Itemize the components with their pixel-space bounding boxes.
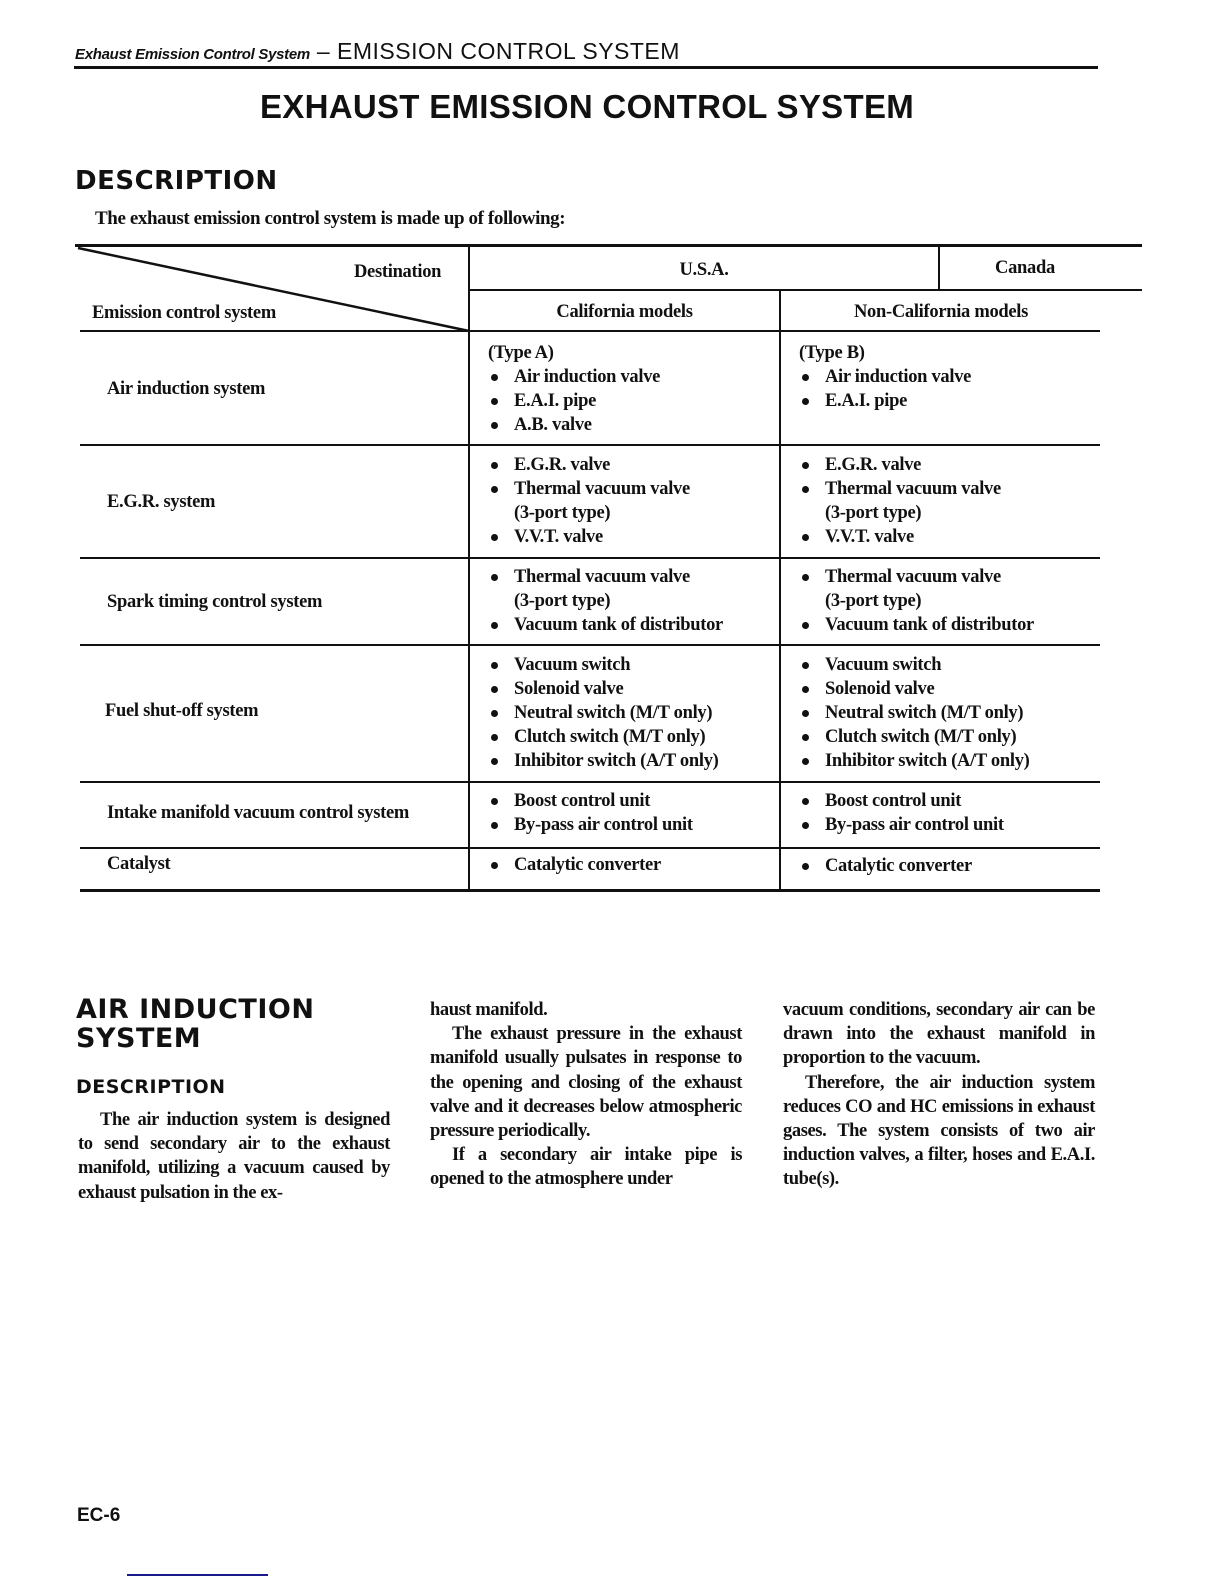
row-divider: [80, 557, 1100, 559]
list-item: Air induction valve: [488, 365, 660, 389]
list-item: Air induction valve: [799, 365, 971, 389]
cal-cell: [488, 653, 719, 773]
corner-system: Emission control system: [92, 303, 276, 323]
paragraph: Therefore, the air induction system reduces CO and HC emissions in exhaust gases. The system consists of two air induction valves, a filter, hoses and E.A.I. tube(s).: [783, 1072, 1095, 1190]
list-item-continued: (3-port type): [514, 591, 611, 611]
list-item: E.A.I. pipe: [799, 389, 971, 413]
text-column-1: [78, 1108, 390, 1205]
row-divider: [80, 644, 1100, 646]
description-heading: DESCRIPTION: [75, 166, 278, 196]
page-title: EXHAUST EMISSION CONTROL SYSTEM: [259, 88, 915, 125]
row-divider: [80, 781, 1100, 783]
header-rule: [74, 66, 1098, 69]
list-item: Catalytic converter: [488, 853, 661, 877]
non-cal-cell: [799, 565, 1034, 637]
list-item: Solenoid valve: [488, 677, 719, 701]
list-item: Clutch switch (M/T only): [799, 725, 1030, 749]
list-item: A.B. valve: [488, 413, 660, 437]
list-item: Clutch switch (M/T only): [488, 725, 719, 749]
running-header-section: Exhaust Emission Control System: [75, 46, 310, 63]
table-bottom-rule: [80, 889, 1100, 892]
running-header-separator: –: [309, 38, 338, 64]
list-item: Catalytic converter: [799, 854, 972, 878]
text-column-3: [783, 998, 1095, 1192]
corner-destination: Destination: [354, 262, 442, 282]
non-cal-cell: [799, 453, 1001, 549]
list-item: Boost control unit: [488, 789, 693, 813]
row-system: Fuel shut-off system: [105, 701, 259, 721]
non-cal-cell: [799, 341, 971, 413]
row-divider: [80, 444, 1100, 446]
header-usa: U.S.A.: [679, 260, 729, 280]
running-header-chapter: EMISSION CONTROL SYSTEM: [337, 38, 680, 64]
list-item: V.V.T. valve: [488, 525, 690, 549]
paragraph: The air induction system is designed to send secondary air to the exhaust manifold, utilizing a vacuum caused by exhaust pulsation in the ex-: [78, 1110, 390, 1203]
list-item: Vacuum switch: [799, 653, 1030, 677]
intro-text: The exhaust emission control system is made up of following:: [95, 208, 566, 229]
air-induction-subheading: DESCRIPTION: [76, 1076, 226, 1098]
list-item: Vacuum switch: [488, 653, 719, 677]
list-item: E.A.I. pipe: [488, 389, 660, 413]
row-system: Air induction system: [107, 379, 266, 399]
type-label: (Type A): [488, 343, 554, 363]
heading-line: AIR INDUCTION: [76, 994, 315, 1025]
list-item-continued: (3-port type): [825, 591, 922, 611]
list-item-continued: (3-port type): [825, 503, 922, 523]
row-divider: [468, 289, 1142, 291]
row-system: Intake manifold vacuum control system: [107, 803, 410, 823]
header-non-california: Non-California models: [853, 302, 1029, 322]
bottom-blue-rule: [127, 1574, 268, 1576]
list-item: Vacuum tank of distributor: [488, 613, 723, 637]
col-divider: [468, 246, 470, 892]
header-canada: Canada: [995, 258, 1055, 278]
list-item: By-pass air control unit: [799, 813, 1004, 837]
non-cal-cell: [799, 854, 972, 878]
list-item: V.V.T. valve: [799, 525, 1001, 549]
paragraph: haust manifold.: [430, 1000, 548, 1020]
cal-cell: [488, 853, 661, 877]
type-label: (Type B): [799, 343, 865, 363]
row-divider: [80, 330, 1100, 332]
row-system: Spark timing control system: [107, 592, 323, 612]
list-item: Neutral switch (M/T only): [488, 701, 719, 725]
non-cal-cell: [799, 789, 1004, 837]
emission-table: [75, 244, 1142, 892]
list-item: Inhibitor switch (A/T only): [799, 749, 1030, 773]
list-item: Thermal vacuum valve: [799, 477, 1001, 501]
heading-line: SYSTEM: [76, 1023, 202, 1054]
row-system: E.G.R. system: [107, 492, 216, 512]
list-item: Thermal vacuum valve: [488, 477, 690, 501]
cal-cell: [488, 453, 690, 549]
text-column-2: [430, 998, 742, 1192]
col-divider: [779, 290, 781, 892]
list-item: Vacuum tank of distributor: [799, 613, 1034, 637]
list-item: E.G.R. valve: [488, 453, 690, 477]
cal-cell: [488, 565, 723, 637]
list-item: Solenoid valve: [799, 677, 1030, 701]
running-header: [75, 38, 680, 65]
paragraph: vacuum conditions, secondary air can be drawn into the exhaust manifold in proportion to the vacuum.: [783, 1000, 1095, 1069]
list-item: Thermal vacuum valve: [799, 565, 1034, 589]
list-item: Neutral switch (M/T only): [799, 701, 1030, 725]
paragraph: The exhaust pressure in the exhaust manifold usually pulsates in response to the opening and closing of the exhaust valve and it decreases below atmospheric pressure periodically.: [430, 1024, 742, 1142]
list-item-continued: (3-port type): [514, 503, 611, 523]
list-item: By-pass air control unit: [488, 813, 693, 837]
header-california: California models: [556, 302, 693, 322]
row-divider: [80, 847, 1100, 849]
paragraph: If a secondary air intake pipe is opened to the atmosphere under: [430, 1145, 742, 1190]
air-induction-heading: [76, 995, 314, 1053]
non-cal-cell: [799, 653, 1030, 773]
cal-cell: [488, 341, 660, 437]
row-system: Catalyst: [107, 854, 171, 874]
list-item: Thermal vacuum valve: [488, 565, 723, 589]
list-item: Boost control unit: [799, 789, 1004, 813]
list-item: Inhibitor switch (A/T only): [488, 749, 719, 773]
list-item: E.G.R. valve: [799, 453, 1001, 477]
page-number: EC-6: [77, 1505, 121, 1526]
cal-cell: [488, 789, 693, 837]
